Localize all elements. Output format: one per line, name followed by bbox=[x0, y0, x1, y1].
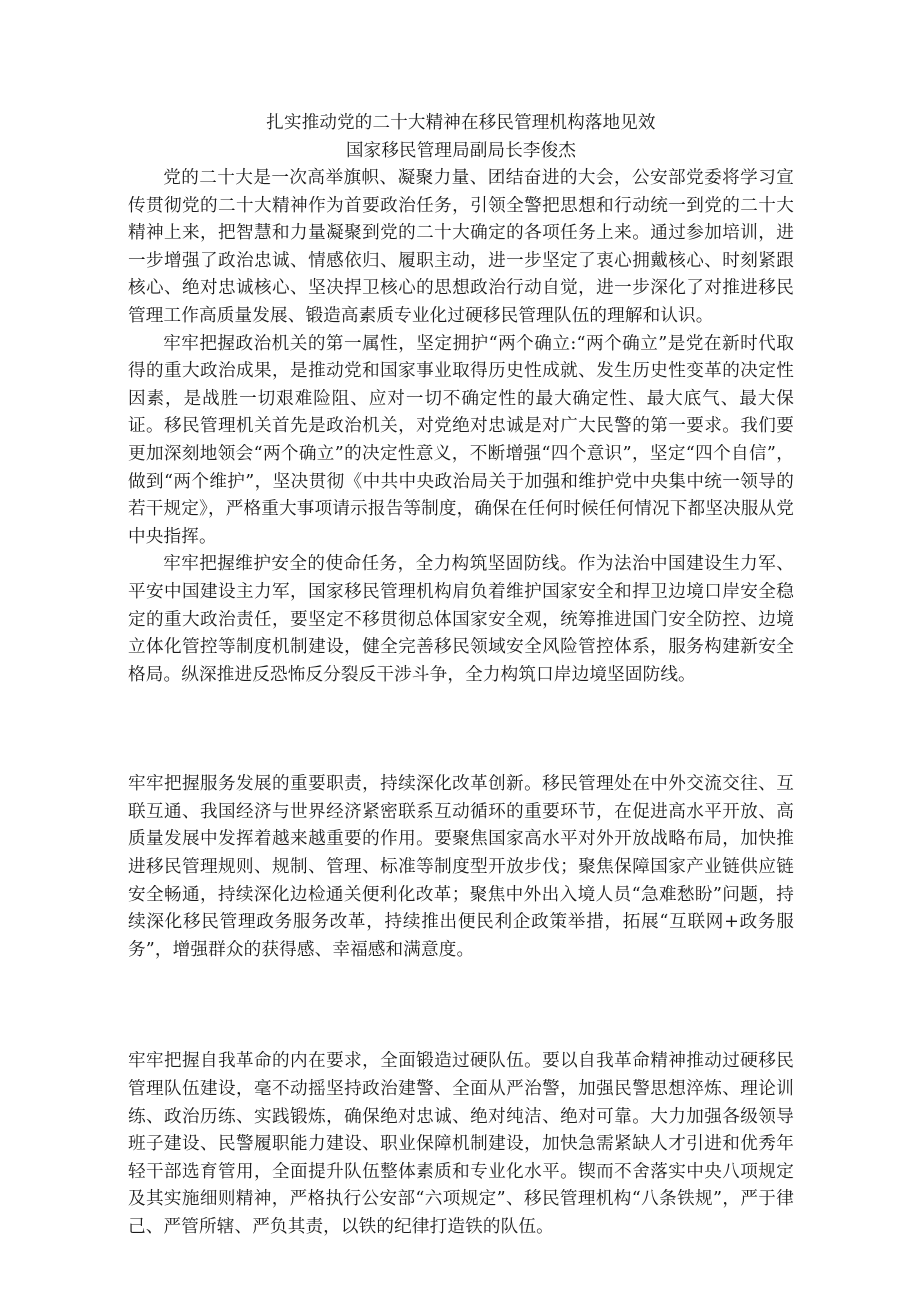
document-byline: 国家移民管理局副局长李俊杰 bbox=[345, 140, 577, 161]
paragraph-4: 牢牢把握服务发展的重要职责，持续深化改革创新。移民管理处在中外交流交往、互联互通、我国经济与世界经济紧密联系互动循环的重要环节，在促进高水平开放、高质量发展中发挥着越来越重要的作用。要聚焦国家高水平对外开放战略布局，加快推进移民管理规则、规制、管理、标准等制度型开放步伐；聚焦保障国家产业链供应链安全畅通，持续深化边检通关便利化改革；聚焦中外出入境人员“急难愁盼”问题，持续深化移民管理政务服务改革，持续推出便民利企政策举措，拓展“互联网+政务服务”，增强群众的获得感、幸福感和满意度。 bbox=[128, 774, 794, 960]
paragraph-2: 牢牢把握政治机关的第一属性，坚定拥护“两个确立:“两个确立”是党在新时代取得的重大政治成果，是推动党和国家事业取得历史性成就、发生历史性变革的决定性因素，是战胜一切艰难险阻、应对一切不确定性的最大确定性、最大底气、最大保证。移民管理机关首先是政治机关，对党绝对忠诚是对广大民警的第一要求。我们要更加深刻地领会“两个确立”的决定性意义，不断增强“四个意识”，坚定“四个自信”，做到“两个维护”，坚决贯彻《中共中央政治局关于加强和维护党中央集中统一领导的若干规定》，严格重大事项请示报告等制度，确保在任何时候任何情况下都坚决服从党中央指挥。 bbox=[128, 333, 794, 547]
paragraph-spacer-2 bbox=[128, 964, 794, 1048]
paragraph-spacer-1 bbox=[128, 689, 794, 771]
paragraph-1: 党的二十大是一次高举旗帜、凝聚力量、团结奋进的大会，公安部党委将学习宣传贯彻党的二十大精神作为首要政治任务，引领全警把思想和行动统一到党的二十大精神上来，把智慧和力量凝聚到党的二十大确定的各项任务上来。通过参加培训，进一步增强了政治忠诚、情感依归、履职主动，进一步坚定了衷心拥戴核心、时刻紧跟核心、绝对忠诚核心、坚决捍卫核心的思想政治行动自觉，进一步深化了对推进移民管理工作高质量发展、锻造高素质专业化过硬移民管理队伍的理解和认识。 bbox=[128, 168, 794, 326]
page-title: 扎实推动党的二十大精神在移民管理机构落地见效 bbox=[266, 113, 656, 133]
paragraph-3: 牢牢把握维护安全的使命任务，全力构筑坚固防线。作为法治中国建设生力军、平安中国建设主力军，国家移民管理机构肩负着维护国家安全和捍卫边境口岸安全稳定的重大政治责任，要坚定不移贯彻总体国家安全观，统筹推进国门安全防控、边境立体化管控等制度机制建设，健全完善移民领域安全风险管控体系，服务构建新安全格局。纵深推进反恐怖反分裂反干涉斗争，全力构筑口岸边境坚固防线。 bbox=[128, 554, 794, 685]
document-body bbox=[128, 110, 794, 1242]
paragraph-5: 牢牢把握自我革命的内在要求，全面锻造过硬队伍。要以自我革命精神推动过硬移民管理队伍建设，毫不动摇坚持政治建警、全面从严治警，加强民警思想淬炼、理论训练、政治历练、实践锻炼，确保绝对忠诚、绝对纯洁、绝对可靠。大力加强各级领导班子建设、民警履职能力建设、职业保障机制建设，加快急需紧缺人才引进和优秀年轻干部选育管用，全面提升队伍整体素质和专业化水平。锲而不舍落实中央八项规定及其实施细则精神，严格执行公安部“六项规定”、移民管理机构“八条铁规”，严于律己、严管所辖、严负其责，以铁的纪律打造铁的队伍。 bbox=[128, 1051, 794, 1237]
